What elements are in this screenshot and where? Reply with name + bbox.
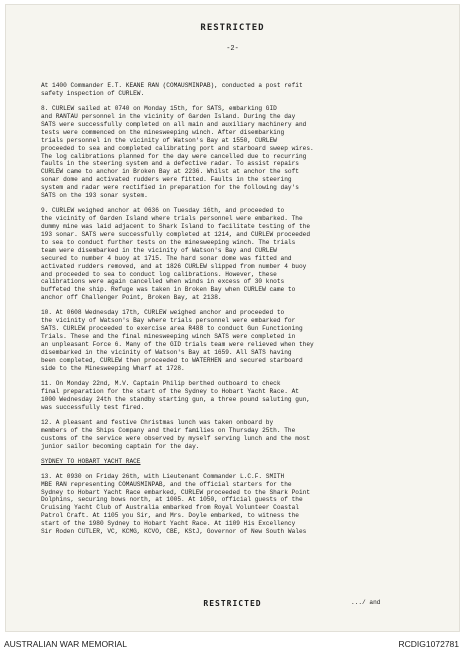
document-page [5, 4, 460, 632]
archive-caption: AUSTRALIAN WAR MEMORIAL [4, 639, 127, 649]
record-id-caption: RCDIG1072781 [398, 639, 459, 649]
classification-stamp-bottom: RESTRICTED [203, 599, 262, 608]
document-body [41, 82, 439, 543]
continuation-marker: .../ and [351, 599, 381, 606]
page-number: -2- [226, 45, 239, 53]
section-heading: SYDNEY TO HOBART YACHT RACE [41, 457, 141, 465]
classification-stamp-top: RESTRICTED [200, 23, 265, 33]
paragraph-10: 10. At 0608 Wednesday 17th, CURLEW weighed anchor and proceeded to the vicinity of Watson's Bay where trials personnel were embarked for SATS. CURLEW proceeded to exercise area R488 to conduct Gun Functioning Trials. These and the final minesweeping winch SATS were completed in an unpleasant Force 6. Many of the GID trials team were relieved when they disembarked in the vicinity of Watson's Bay at 1659. All SATS having been completed, CURLEW then proceeded to WATERHEN and secured starboard side to the Minesweeping Wharf at 1728. [41, 309, 314, 372]
paragraph-12: 12. A pleasant and festive Christmas lunch was taken onboard by members of the Ships Company and their families on Thursday 25th. The customs of the service were observed by myself serving lunch and the most junior sailor becoming captain for the day. [41, 418, 311, 450]
paragraph-8: 8. CURLEW sailed at 0740 on Monday 15th, for SATS, embarking GID and RANTAU personnel in the vicinity of Garden Island. During the day SATS were successfully completed on all main and auxiliary machinery and tests were commenced on the minesweeping winch. After disembarking trials personnel in the vicinity of Watson's Bay at 1550, CURLEW proceeded to sea and completed calibrating port and starboard sweep wires. The log calibrations planned for the day were cancelled due to recurring faults in the steering system and a defective radar. To assist repairs CURLEW came to anchor in Broken Bay at 2236. Whilst at anchor the soft sonar dome and activated rudders were fitted. Faults in the steering system and radar were rectified in preparation for the following day's SATS on the 193 sonar system. [41, 105, 314, 200]
paragraph-11: 11. On Monday 22nd, M.V. Captain Philip berthed outboard to check final preparation for the start of the Sydney to Hobart Yacht Race. At 1000 Wednesday 24th the standby starting gun, a three pound saluting gun, was successfully test fired. [41, 380, 311, 411]
paragraph-13: 13. At 0930 on Friday 26th, with Lieutenant Commander L.C.F. SMITH MBE RAN representing COMAUSMINPAB, and the official starters for the Sydney to Hobart Yacht Race embarked, CURLEW proceeded to the Shark Point Dolphins, securing bows north, at 1005. At 1050, official guests of the Cruising Yacht Club of Australia embarked from Royal Volunteer Coastal Patrol Craft. At 1105 you Sir, and Mrs. Doyle embarked, to witness the start of the 1980 Sydney to Hobart Yacht Race. At 1109 His Excellency Sir Roden CUTLER, VC, KCMG, KCVO, CBE, KStJ, Governor of New South Wales [41, 472, 311, 536]
paragraph-9: 9. CURLEW weighed anchor at 0636 on Tuesday 16th, and proceeded to the vicinity of Garden Island where trials personnel were embarked. The dummy mine was laid adjacent to Shark Island to facilitate testing of the 193 sonar. SATS were successfully completed at 1214, and CURLEW proceeded to sea to conduct further tests on the minesweeping winch. The trials team were disembarked in the vicinity of Watson's Bay and CURLEW secured to number 4 buoy at 1715. The hard sonar dome was fitted and activated rudders removed, and at 1826 CURLEW slipped from number 4 buoy and proceeded to sea to conduct log calibrations. However, these calibrations were again cancelled when winds in excess of 30 knots buffeted the ship. Refuge was taken in Broken Bay when CURLEW came to anchor off Challenger Point, Broken Bay, at 2138. [41, 207, 311, 302]
paragraph-intro: At 1400 Commander E.T. KEANE RAN (COMAUSMINPAB), conducted a post refit safety inspection of CURLEW. [41, 82, 303, 97]
